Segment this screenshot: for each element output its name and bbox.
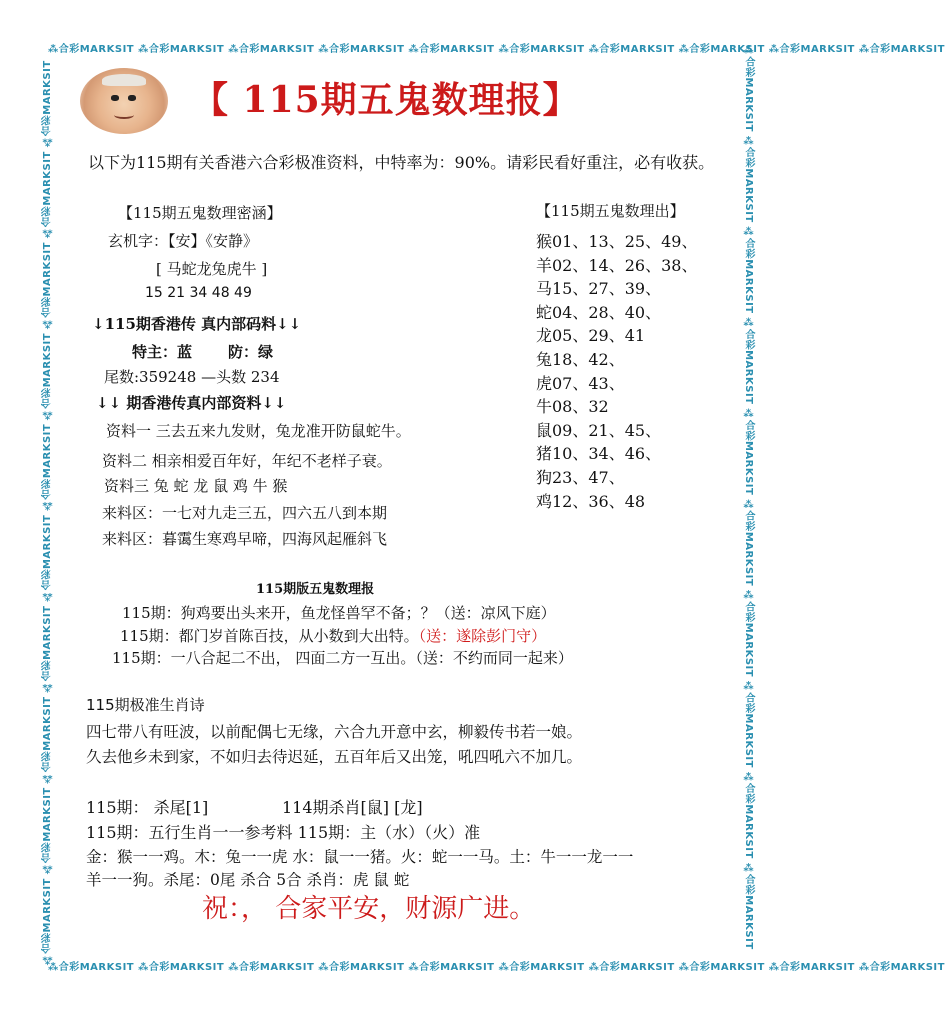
outlist-row: 蛇04、28、40、 [536, 302, 662, 322]
outlist-row: 鸡12、36、48 [536, 491, 646, 511]
info-line-2: 资料二 相亲相爱百年好，年纪不老样子衰。 [102, 452, 392, 470]
sub-line-3-prefix: 115期： [112, 649, 171, 667]
xuanji-line: 玄机字：【安】《安静》 [108, 232, 259, 250]
outlist-row: 狗23、47、 [536, 467, 625, 487]
outlist-row: 马15、27、39、 [536, 279, 662, 299]
poem-heading: 115期极准生肖诗 [86, 696, 205, 714]
five-elements-heading: 115期：五行生肖一一参考料 115期：主（水）（火）准 [86, 823, 481, 842]
source-line-2: 来料区：暮霭生寒鸡早啼，四海风起雁斜飞 [102, 530, 388, 548]
outlist-row: 兔18、42、 [536, 349, 625, 369]
inside-code-heading: ↓115期香港传 真内部码料↓↓ [92, 315, 302, 333]
special-numbers: 15 21 34 48 49 [145, 285, 252, 301]
outlist-row: 牛08、32 [536, 397, 609, 417]
sub-line-3-body: 一八合起二不出， 四面二方一互出。（送：不约而同一起来） [170, 649, 573, 667]
intro-text: 以下为115期有关香港六合彩极准资料，中特率为：90%。请彩民看好重注，必有收获。 [88, 153, 715, 172]
outlist-row: 龙05、29、41 [536, 326, 646, 346]
kill-zodiac-114: 114期杀肖[鼠] [龙] [282, 798, 423, 817]
poem-line-2: 久去他乡未到家，不如归去待迟延，五百年后又出笼，吼四吼六不加几。 [86, 748, 583, 766]
sub-heading: 115期版五鬼数理报 [256, 582, 375, 597]
elements-line-1: 金：猴一一鸡。木：兔一一虎 水：鼠一一猪。火：蛇一一马。土：牛一一龙一一 [86, 848, 634, 866]
zodiac-bracket: [ 马蛇龙兔虎牛 ] [156, 260, 268, 278]
border-top: ⁂合彩MARKSIT ⁂合彩MARKSIT ⁂合彩MARKSIT ⁂合彩MARKSIT ⁂合彩MARKSIT ⁂合彩MARKSIT ⁂合彩MARKSIT ⁂合彩MARKSIT ⁂合彩MARKSIT ⁂合彩MARKSIT [48, 44, 945, 55]
portrait-image [80, 68, 168, 134]
blessing-text: 祝：， 合家平安，财源广进。 [202, 894, 536, 924]
sub-line-2-send: （送：遂除彭门守） [418, 627, 547, 645]
kill-tail-115: 115期： 杀尾[1] [86, 798, 209, 817]
elements-line-2: 羊一一狗。杀尾：0尾 杀合 5合 杀肖：虎 鼠 蛇 [86, 871, 410, 889]
page-title: 【 115期五鬼数理报】 [192, 79, 580, 121]
inside-info-heading: ↓↓ 期香港传真内部资料↓↓ [96, 394, 287, 412]
sub-line-1-body: 狗鸡要出头来开，鱼龙怪兽罕不备；？（送：凉风下庭） [180, 604, 556, 622]
tail-numbers: 尾数:359248 —头数 234 [104, 368, 280, 386]
outlist-row: 羊02、14、26、38、 [536, 255, 698, 275]
outlist-row: 鼠09、21、45、 [536, 420, 662, 440]
border-bottom: ⁂合彩MARKSIT ⁂合彩MARKSIT ⁂合彩MARKSIT ⁂合彩MARKSIT ⁂合彩MARKSIT ⁂合彩MARKSIT ⁂合彩MARKSIT ⁂合彩MARKSIT ⁂合彩MARKSIT ⁂合彩MARKSIT [48, 962, 945, 973]
outlist-heading: 【115期五鬼数理出】 [536, 202, 685, 220]
secret-heading: 【115期五鬼数理密涵】 [118, 204, 282, 222]
border-left: ⁂合彩MARKSIT ⁂合彩MARKSIT ⁂合彩MARKSIT ⁂合彩MARKSIT ⁂合彩MARKSIT ⁂合彩MARKSIT ⁂合彩MARKSIT ⁂合彩MARKSIT ⁂合彩MARKSIT ⁂合彩MARKSIT [42, 60, 53, 965]
outlist-row: 猴01、13、25、49、 [536, 232, 698, 251]
outlist-row: 虎07、43、 [536, 373, 625, 393]
poem-line-1: 四七带八有旺波，以前配偶七无缘，六合九开意中玄，柳毅传书若一娘。 [86, 723, 583, 741]
sub-line-2-body: 都门岁首陈百技，从小数到大出特。 [178, 627, 419, 645]
border-right: ⁂合彩MARKSIT ⁂合彩MARKSIT ⁂合彩MARKSIT ⁂合彩MARKSIT ⁂合彩MARKSIT ⁂合彩MARKSIT ⁂合彩MARKSIT ⁂合彩MARKSIT ⁂合彩MARKSIT ⁂合彩MARKSIT [743, 45, 754, 950]
outlist-column [536, 200, 697, 513]
fang-label: 防：绿 [228, 343, 274, 361]
outlist-row: 猪10、34、46、 [536, 444, 662, 464]
sub-line-2-prefix: 115期： [120, 627, 179, 645]
source-line-1: 来料区：一七对九走三五，四六五八到本期 [102, 504, 388, 522]
sub-line-1-prefix: 115期： [122, 604, 181, 622]
tezhu-label: 特主：蓝 [132, 343, 193, 361]
info-line-3: 资料三 兔 蛇 龙 鼠 鸡 牛 猴 [104, 477, 288, 495]
info-line-1: 资料一 三去五来九发财，兔龙准开防鼠蛇牛。 [106, 422, 411, 440]
